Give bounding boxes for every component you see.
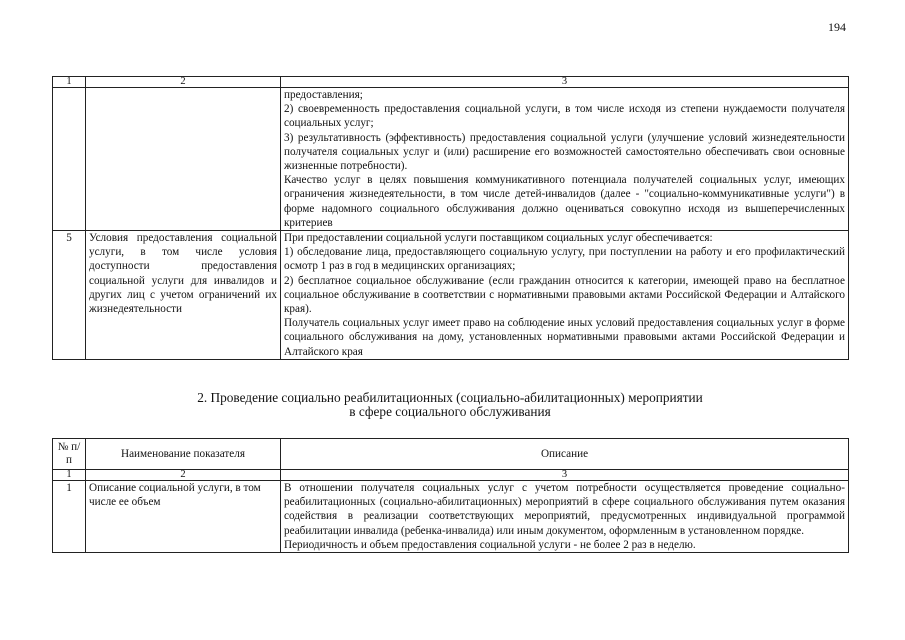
description-paragraph: В отношении получателя социальных услуг с учетом потребности осуществляется проведение социально-реабилитационных (социально-абилитационных) мероприятий в сфере социального обслуживания путем оказания содействия в реализации соответствующих мероприятий, предусмотренных индивидуальной программой реабилитации инвалида (ребенка-инвалида) или иным документом, оформленным в установленном порядке. — [284, 482, 845, 537]
table-row-1 — [53, 481, 849, 553]
description-paragraph: Качество услуг в целях повышения коммуникативного потенциала получателей социальных услуг, имеющих ограничения жизнедеятельности, в том числе детей-инвалидов (далее - "социально-коммуникативные услуги") в форме надомного социального обслуживания должно оцениваться совокупно исходя из вышеперечисленных критериев — [284, 174, 845, 229]
column-number-row — [53, 77, 849, 88]
description-paragraph: 3) результативность (эффективность) предоставления социальной услуги (улучшение условий жизнедеятельности получателя социальных услуг и (или) расширение его возможностей самостоятельно обеспечивать свои основные жизненные потребности). — [284, 131, 845, 173]
column-number-1: 1 — [53, 470, 86, 481]
description-paragraph: 2) бесплатное социальное обслуживание (если гражданин относится к категории, имеющей право на бесплатное социальное обслуживание в соответствии с нормативными правовыми актами Российской Федерации и Алтайского края). — [284, 274, 845, 316]
table-row-5 — [53, 231, 849, 360]
indicator-name-cell — [86, 88, 281, 231]
description-cell — [281, 88, 849, 231]
header-indicator-name: Наименование показателя — [86, 439, 281, 470]
rehabilitation-table — [52, 438, 849, 553]
description-paragraph: 2) своевременность предоставления социальной услуги, в том числе исходя из степени нуждаемости получателя социальных услуг; — [284, 103, 845, 130]
column-number-2: 2 — [86, 470, 281, 481]
row-number-cell: 5 — [53, 231, 86, 360]
column-number-3: 3 — [281, 77, 849, 88]
header-number: № п/п — [53, 439, 86, 470]
table-header-row — [53, 439, 849, 470]
description-paragraph: Получатель социальных услуг имеет право на соблюдение иных условий предоставления социальных услуг в форме социального обслуживания на дому, установленных нормативными правовыми актами Российской Федерации и Алтайского края — [284, 317, 845, 358]
column-number-row — [53, 470, 849, 481]
section-title — [52, 391, 848, 419]
column-number-3: 3 — [281, 470, 849, 481]
description-paragraph: 1) обследование лица, предоставляющего социальную услугу, при поступлении на работу и его профилактический осмотр 1 раз в год в медицинских организациях; — [284, 246, 845, 273]
section-title-line-1: 2. Проведение социально реабилитационных (социально-абилитационных) мероприятии — [197, 390, 703, 405]
column-number-1: 1 — [53, 77, 86, 88]
indicator-name-cell: Условия предоставления социальной услуги, в том числе условия доступности предоставления социальной услуги для инвалидов и других лиц с учетом ограничений их жизнедеятельности — [86, 231, 281, 360]
services-table-continued — [52, 76, 849, 360]
header-description: Описание — [281, 439, 849, 470]
description-paragraph: предоставления; — [284, 89, 363, 101]
section-title-line-2: в сфере социального обслуживания — [349, 404, 551, 419]
description-paragraph: При предоставлении социальной услуги поставщиком социальных услуг обеспечивается: — [284, 232, 713, 245]
column-number-2: 2 — [86, 77, 281, 88]
table-row-continued — [53, 88, 849, 231]
description-cell — [281, 481, 849, 553]
indicator-name-cell: Описание социальной услуги, в том числе ее объем — [86, 481, 281, 553]
description-paragraph: Периодичность и объем предоставления социальной услуги - не более 2 раз в неделю. — [284, 538, 696, 551]
page-number: 194 — [828, 20, 846, 34]
description-cell — [281, 231, 849, 360]
row-number-cell — [53, 88, 86, 231]
row-number-cell: 1 — [53, 481, 86, 553]
